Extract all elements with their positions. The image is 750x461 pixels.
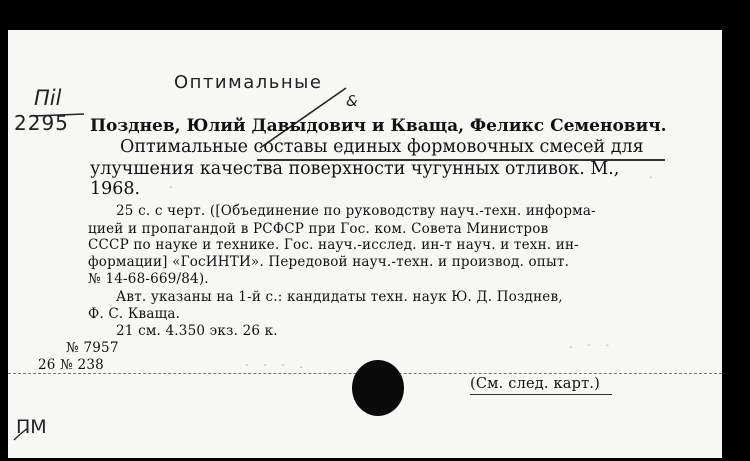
handwritten-corner-mark: ПМ [16, 416, 47, 438]
accession-number: № 7957 [66, 340, 119, 356]
scan-noise-4: . [168, 180, 178, 191]
authors-heading: Позднев, Юлий Давыдович и Кваща, Феликс Семенович. [90, 116, 667, 136]
handwritten-title: Оптимальные [174, 72, 323, 93]
continued-underline [470, 394, 612, 395]
price-line: 21 см. 4.350 экз. 26 к. [116, 323, 278, 339]
note-line-2: Ф. С. Кваща. [88, 306, 181, 322]
title-line-2: улучшения качества поверхности чугунных отливок. М., [90, 159, 620, 179]
title-line-1: Оптимальные составы единых формовочных смесей для [120, 137, 644, 157]
scan-noise-1: - - - . [244, 360, 308, 371]
handwritten-insert-mark: & [346, 92, 358, 110]
description-line-5: № 14-68-669/84). [88, 271, 209, 287]
continued-note: (См. след. карт.) [470, 376, 600, 392]
call-number: 2295 [14, 111, 69, 135]
registry-number: 26 № 238 [38, 357, 104, 373]
description-line-4: формации] «ГосИНТИ». Передовой науч.-техн. и производ. опыт. [88, 254, 570, 270]
description-line-2: цией и пропагандой в РСФСР при Гос. ком. Совета Министров [88, 221, 549, 237]
note-line-1: Авт. указаны на 1-й с.: кандидаты техн. наук Ю. Д. Позднев, [116, 289, 563, 305]
description-line-1: 25 с. с черт. ([Объединение по руководству науч.-техн. информа- [116, 203, 596, 219]
scan-noise-3: . [648, 170, 658, 181]
title-line-3: 1968. [90, 179, 141, 199]
handwritten-mark: Пil [34, 86, 62, 110]
punch-hole [352, 360, 404, 416]
description-line-3: СССР по науке и технике. Гос. науч.-исслед. ин-т науч. и техн. ин- [88, 237, 579, 253]
catalog-card [8, 30, 722, 458]
scan-noise-2: . - - [568, 340, 614, 351]
